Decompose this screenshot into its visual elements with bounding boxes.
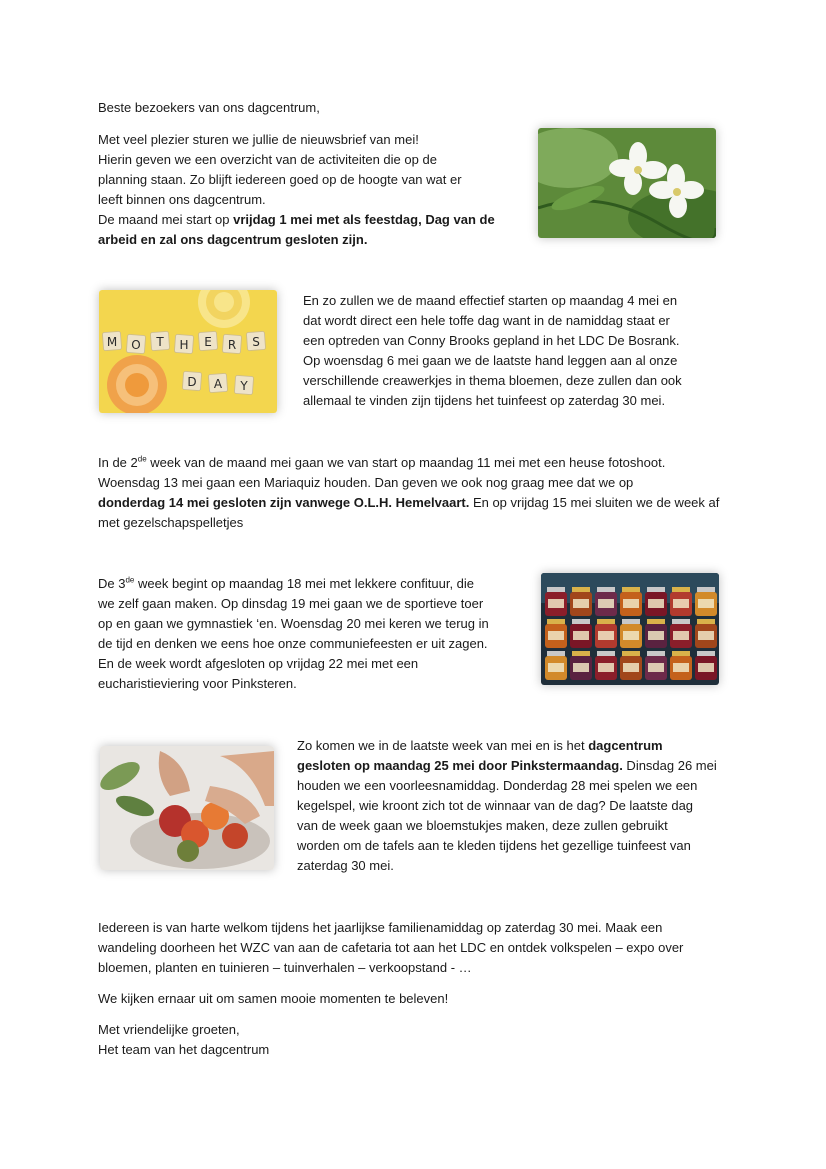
- letter-tile: [246, 331, 265, 350]
- intro-paragraph: [98, 130, 518, 250]
- week2-line: met gezelschapspelletjes: [98, 515, 244, 530]
- svg-text:S: S: [252, 335, 260, 349]
- family-line: wandeling doorheen het WZC van aan de cafetaria tot aan het LDC en ontdek volkspelen – expo over: [98, 940, 684, 955]
- week1-line: dat wordt direct een hele toffe dag want in de namiddag staat er: [303, 313, 670, 328]
- week1-line: En zo zullen we de maand effectief starten op maandag 4 mei en: [303, 293, 678, 308]
- jam-jar: [545, 587, 567, 616]
- jam-jar: [695, 651, 717, 680]
- family-line: bloemen, planten en tuinieren – tuinverhalen – verkoopstand - …: [98, 960, 472, 975]
- svg-text:O: O: [131, 338, 141, 352]
- letter-tile: [182, 371, 201, 390]
- week4-text: Dinsdag 26 mei: [622, 758, 717, 773]
- intro-line: [98, 230, 518, 250]
- week2-text: week van de maand mei gaan we van start op maandag 11 mei met een heuse fotoshoot.: [146, 455, 666, 470]
- intro-line: Hierin geven we een overzicht van de activiteiten die op de: [98, 152, 437, 167]
- mothers-day-photo: [99, 290, 277, 413]
- signoff-line: Het team van het dagcentrum: [98, 1042, 270, 1057]
- flower-arrangement-photo: [100, 746, 274, 870]
- intro-closed-notice: vrijdag 1 mei met als feestdag, Dag van de: [233, 212, 495, 227]
- week4-closed-notice: dagcentrum: [588, 738, 663, 753]
- intro-line: leeft binnen ons dagcentrum.: [98, 192, 266, 207]
- week3-line: op en gaan we gymnastiek ‘en. Woensdag 20 mei keren we terug in: [98, 616, 489, 631]
- svg-text:D: D: [187, 375, 197, 389]
- svg-text:H: H: [179, 338, 189, 352]
- week2-line: [98, 493, 738, 513]
- intro-line: [98, 210, 518, 230]
- week2-closed-notice: donderdag 14 mei gesloten zijn vanwege O.L.H. Hemelvaart.: [98, 495, 470, 510]
- intro-line: Met veel plezier sturen we jullie de nieuwsbrief van mei!: [98, 132, 419, 147]
- jam-jar: [570, 587, 592, 616]
- ordinal-suffix: de: [137, 454, 147, 464]
- white-flowers-photo: [538, 128, 716, 238]
- greeting: Beste bezoekers van ons dagcentrum,: [98, 100, 320, 115]
- jam-jar: [645, 587, 667, 616]
- letter-tile: [208, 373, 227, 392]
- closing-sentence: We kijken ernaar uit om samen mooie momenten te beleven!: [98, 991, 449, 1006]
- week4-line: worden om de tafels aan te kleden tijdens het gezellige tuinfeest van: [297, 838, 691, 853]
- week1-line: verschillende creawerkjes in thema bloemen, deze zullen dan ook: [303, 373, 682, 388]
- week2-paragraph: [98, 453, 738, 533]
- week2-line: [98, 453, 738, 473]
- week3-text: De 3: [98, 576, 126, 591]
- week1-paragraph: [303, 291, 723, 411]
- week4-line: [297, 756, 737, 776]
- mothers-day-tiles: [99, 290, 277, 413]
- family-line: Iedereen is van harte welkom tijdens het jaarlijkse familienamiddag op zaterdag 30 mei. Maak een: [98, 920, 663, 935]
- week3-paragraph: [98, 574, 528, 694]
- week1-line: Op woensdag 6 mei gaan we de laatste hand leggen aan al onze: [303, 353, 678, 368]
- jam-jar: [695, 587, 717, 616]
- svg-text:R: R: [227, 338, 237, 352]
- jam-jar: [645, 619, 667, 648]
- letter-tile: [102, 331, 121, 350]
- week1-line: een optreden van Conny Brooks gepland in het LDC De Bosrank.: [303, 333, 680, 348]
- week3-line: we zelf gaan maken. Op dinsdag 19 mei gaan we de sportieve toer: [98, 596, 484, 611]
- letter-tile: [126, 334, 145, 353]
- letter-tile: [198, 331, 217, 350]
- week1-line: allemaal te vinden zijn tijdens het tuinfeest op zaterdag 30 mei.: [303, 393, 666, 408]
- week4-line: zaterdag 30 mei.: [297, 858, 394, 873]
- jam-jar: [545, 651, 567, 680]
- svg-text:Y: Y: [240, 379, 248, 393]
- jam-jar: [620, 651, 642, 680]
- jam-jar: [670, 651, 692, 680]
- intro-line: planning staan. Zo blijft iedereen goed op de hoogte van wat er: [98, 172, 462, 187]
- week2-text: En op vrijdag 15 mei sluiten we de week af: [469, 495, 720, 510]
- svg-text:E: E: [204, 335, 212, 349]
- signoff-line: Met vriendelijke groeten,: [98, 1022, 240, 1037]
- letter-tile: [174, 334, 193, 353]
- week2-text: In de 2: [98, 455, 138, 470]
- jam-jar: [595, 651, 617, 680]
- jam-jar: [670, 587, 692, 616]
- week4-line: kegelspel, wie kroont zich tot de winnaar van de dag? De laatste dag: [297, 798, 694, 813]
- week4-closed-notice: gesloten op maandag 25 mei door Pinkstermaandag.: [297, 758, 623, 773]
- letter-tile: [234, 375, 253, 394]
- jam-jar: [695, 619, 717, 648]
- jam-jar: [645, 651, 667, 680]
- jam-jars-photo: [541, 573, 719, 685]
- jam-jar: [620, 587, 642, 616]
- week4-text: Zo komen we in de laatste week van mei en is het: [297, 738, 589, 753]
- week3-line: En de week wordt afgesloten op vrijdag 22 mei met een: [98, 656, 419, 671]
- jam-jar: [570, 619, 592, 648]
- signoff: [98, 1020, 269, 1060]
- family-afternoon-paragraph: [98, 918, 738, 978]
- jam-jar: [570, 651, 592, 680]
- svg-text:A: A: [213, 377, 223, 391]
- intro-text: De maand mei start op: [98, 212, 234, 227]
- jam-jar: [595, 619, 617, 648]
- letter-tile: [150, 331, 169, 350]
- week3-line: de tijd en denken we eens hoe onze communiefeesten er uit zagen.: [98, 636, 488, 651]
- jam-jar: [545, 619, 567, 648]
- week2-line: Woensdag 13 mei gaan een Mariaquiz houden. Dan geven we ook nog graag mee dat we op: [98, 475, 634, 490]
- week4-paragraph: [297, 736, 737, 876]
- svg-text:M: M: [106, 335, 118, 349]
- jam-jar: [670, 619, 692, 648]
- svg-text:T: T: [156, 335, 164, 349]
- week4-line: [297, 736, 737, 756]
- week4-line: houden we een voorleesnamiddag. Donderdag 28 mei spelen we een: [297, 778, 698, 793]
- week3-line: [98, 574, 528, 594]
- intro-closed-notice: arbeid en zal ons dagcentrum gesloten zijn.: [98, 232, 368, 247]
- week3-line: eucharistieviering voor Pinksteren.: [98, 676, 297, 691]
- week3-text: week begint op maandag 18 mei met lekkere confituur, die: [134, 576, 475, 591]
- week4-line: van de week gaan we bloemstukjes maken, deze zullen gebruikt: [297, 818, 668, 833]
- ordinal-suffix: de: [125, 575, 135, 585]
- letter-tile: [222, 334, 241, 353]
- jam-jar: [595, 587, 617, 616]
- jam-jar: [620, 619, 642, 648]
